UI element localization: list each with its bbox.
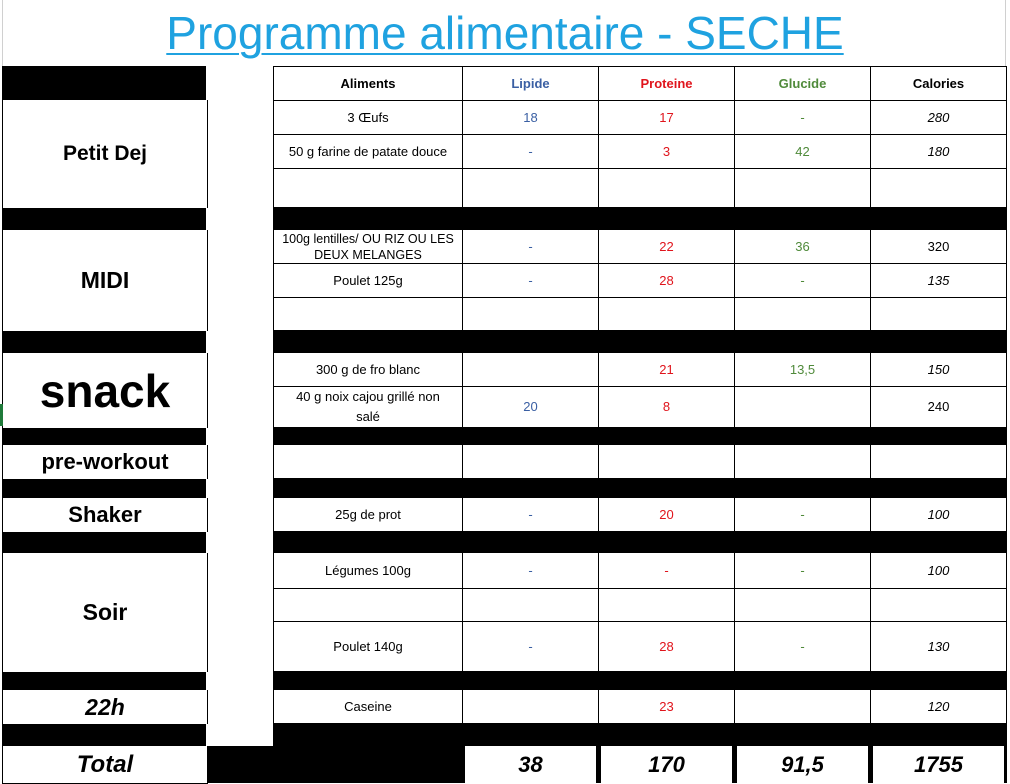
cell-aliment[interactable]: Poulet 125g [273, 264, 463, 298]
cell-empty[interactable] [463, 298, 599, 331]
cell-calories[interactable]: 100 [871, 553, 1007, 589]
cell-proteine[interactable]: 8 [599, 387, 735, 428]
cell-lipide[interactable]: - [463, 135, 599, 169]
cell-lipide[interactable]: - [463, 553, 599, 589]
cell-lipide[interactable] [463, 353, 599, 387]
total-calories[interactable]: 1755 [873, 746, 1004, 783]
cell-lipide[interactable]: - [463, 622, 599, 672]
spacer-column [206, 66, 273, 746]
meal-label-22h: 22h [2, 690, 208, 724]
cell-lipide[interactable]: - [463, 498, 599, 532]
header-aliments: Aliments [273, 66, 463, 101]
cell-calories[interactable]: 320 [871, 230, 1007, 264]
cell-calories[interactable]: 280 [871, 101, 1007, 135]
cell-empty[interactable] [273, 589, 463, 622]
cell-empty[interactable] [735, 589, 871, 622]
cell-empty[interactable] [871, 589, 1007, 622]
cell-proteine[interactable]: 20 [599, 498, 735, 532]
cell-aliment[interactable]: 50 g farine de patate douce [273, 135, 463, 169]
cell-lipide[interactable]: 18 [463, 101, 599, 135]
cell-lipide[interactable] [463, 690, 599, 724]
separator-band [2, 724, 1007, 746]
cell-empty[interactable] [599, 589, 735, 622]
cell-lipide[interactable]: - [463, 264, 599, 298]
cell-aliment[interactable]: 25g de prot [273, 498, 463, 532]
header-calories: Calories [871, 66, 1007, 101]
separator-band [2, 672, 1007, 690]
cell-aliment[interactable]: 100g lentilles/ OU RIZ OU LES DEUX MELANGES [273, 230, 463, 264]
cell-glucide[interactable]: 13,5 [735, 353, 871, 387]
cell-aliment[interactable]: 3 Œufs [273, 101, 463, 135]
cell-proteine[interactable]: 21 [599, 353, 735, 387]
cell-empty[interactable] [599, 445, 735, 479]
cell-calories[interactable]: 135 [871, 264, 1007, 298]
cell-empty[interactable] [871, 298, 1007, 331]
cell-empty[interactable] [273, 298, 463, 331]
total-black-block [206, 746, 462, 783]
separator-band [2, 479, 1007, 498]
cell-calories[interactable]: 100 [871, 498, 1007, 532]
cell-glucide[interactable] [735, 690, 871, 724]
cell-glucide[interactable]: - [735, 622, 871, 672]
meal-label-midi: MIDI [2, 230, 208, 331]
header-glucide: Glucide [735, 66, 871, 101]
meal-label-soir: Soir [2, 553, 208, 672]
meal-label-pre-workout: pre-workout [2, 445, 208, 479]
cell-glucide[interactable]: 36 [735, 230, 871, 264]
cell-proteine[interactable]: 23 [599, 690, 735, 724]
cell-empty[interactable] [273, 445, 463, 479]
cell-proteine[interactable]: 22 [599, 230, 735, 264]
sheet-title: Programme alimentaire - SECHE [166, 7, 844, 59]
selection-marker [0, 404, 3, 426]
cell-proteine[interactable]: 28 [599, 264, 735, 298]
meal-label-petit-dej: Petit Dej [2, 100, 208, 208]
cell-proteine[interactable]: 28 [599, 622, 735, 672]
cell-empty[interactable] [463, 169, 599, 208]
cell-empty[interactable] [871, 445, 1007, 479]
cell-empty[interactable] [735, 298, 871, 331]
cell-glucide[interactable]: 42 [735, 135, 871, 169]
cell-empty[interactable] [463, 445, 599, 479]
cell-glucide[interactable]: - [735, 101, 871, 135]
cell-glucide[interactable]: - [735, 498, 871, 532]
cell-calories[interactable]: 130 [871, 622, 1007, 672]
cell-empty[interactable] [871, 169, 1007, 208]
cell-proteine[interactable]: - [599, 553, 735, 589]
separator-band [2, 331, 1007, 353]
cell-aliment[interactable]: Légumes 100g [273, 553, 463, 589]
cell-proteine[interactable]: 17 [599, 101, 735, 135]
cell-lipide[interactable]: 20 [463, 387, 599, 428]
total-lipide[interactable]: 38 [465, 746, 596, 783]
header-lipide: Lipide [463, 66, 599, 101]
cell-empty[interactable] [735, 445, 871, 479]
header-proteine: Proteine [599, 66, 735, 101]
cell-proteine[interactable]: 3 [599, 135, 735, 169]
cell-empty[interactable] [735, 169, 871, 208]
meal-label-snack: snack [2, 353, 208, 428]
cell-aliment[interactable]: Poulet 140g [273, 622, 463, 672]
cell-glucide[interactable]: - [735, 264, 871, 298]
cell-calories[interactable]: 120 [871, 690, 1007, 724]
total-label: Total [2, 746, 208, 784]
cell-empty[interactable] [599, 169, 735, 208]
cell-calories[interactable]: 150 [871, 353, 1007, 387]
cell-glucide[interactable]: - [735, 553, 871, 589]
separator-band [2, 428, 1007, 445]
cell-empty[interactable] [599, 298, 735, 331]
total-proteine[interactable]: 170 [601, 746, 732, 783]
cell-calories[interactable]: 180 [871, 135, 1007, 169]
cell-glucide[interactable] [735, 387, 871, 428]
cell-empty[interactable] [463, 589, 599, 622]
separator-band [2, 208, 1007, 230]
cell-calories[interactable]: 240 [871, 387, 1007, 428]
meal-label-shaker: Shaker [2, 498, 208, 532]
cell-empty[interactable] [273, 169, 463, 208]
cell-aliment[interactable]: 300 g de fro blanc [273, 353, 463, 387]
cell-aliment[interactable]: Caseine [273, 690, 463, 724]
separator-band [2, 532, 1007, 553]
cell-aliment[interactable]: 40 g noix cajou grillé non salé [273, 387, 463, 428]
total-glucide[interactable]: 91,5 [737, 746, 868, 783]
cell-lipide[interactable]: - [463, 230, 599, 264]
